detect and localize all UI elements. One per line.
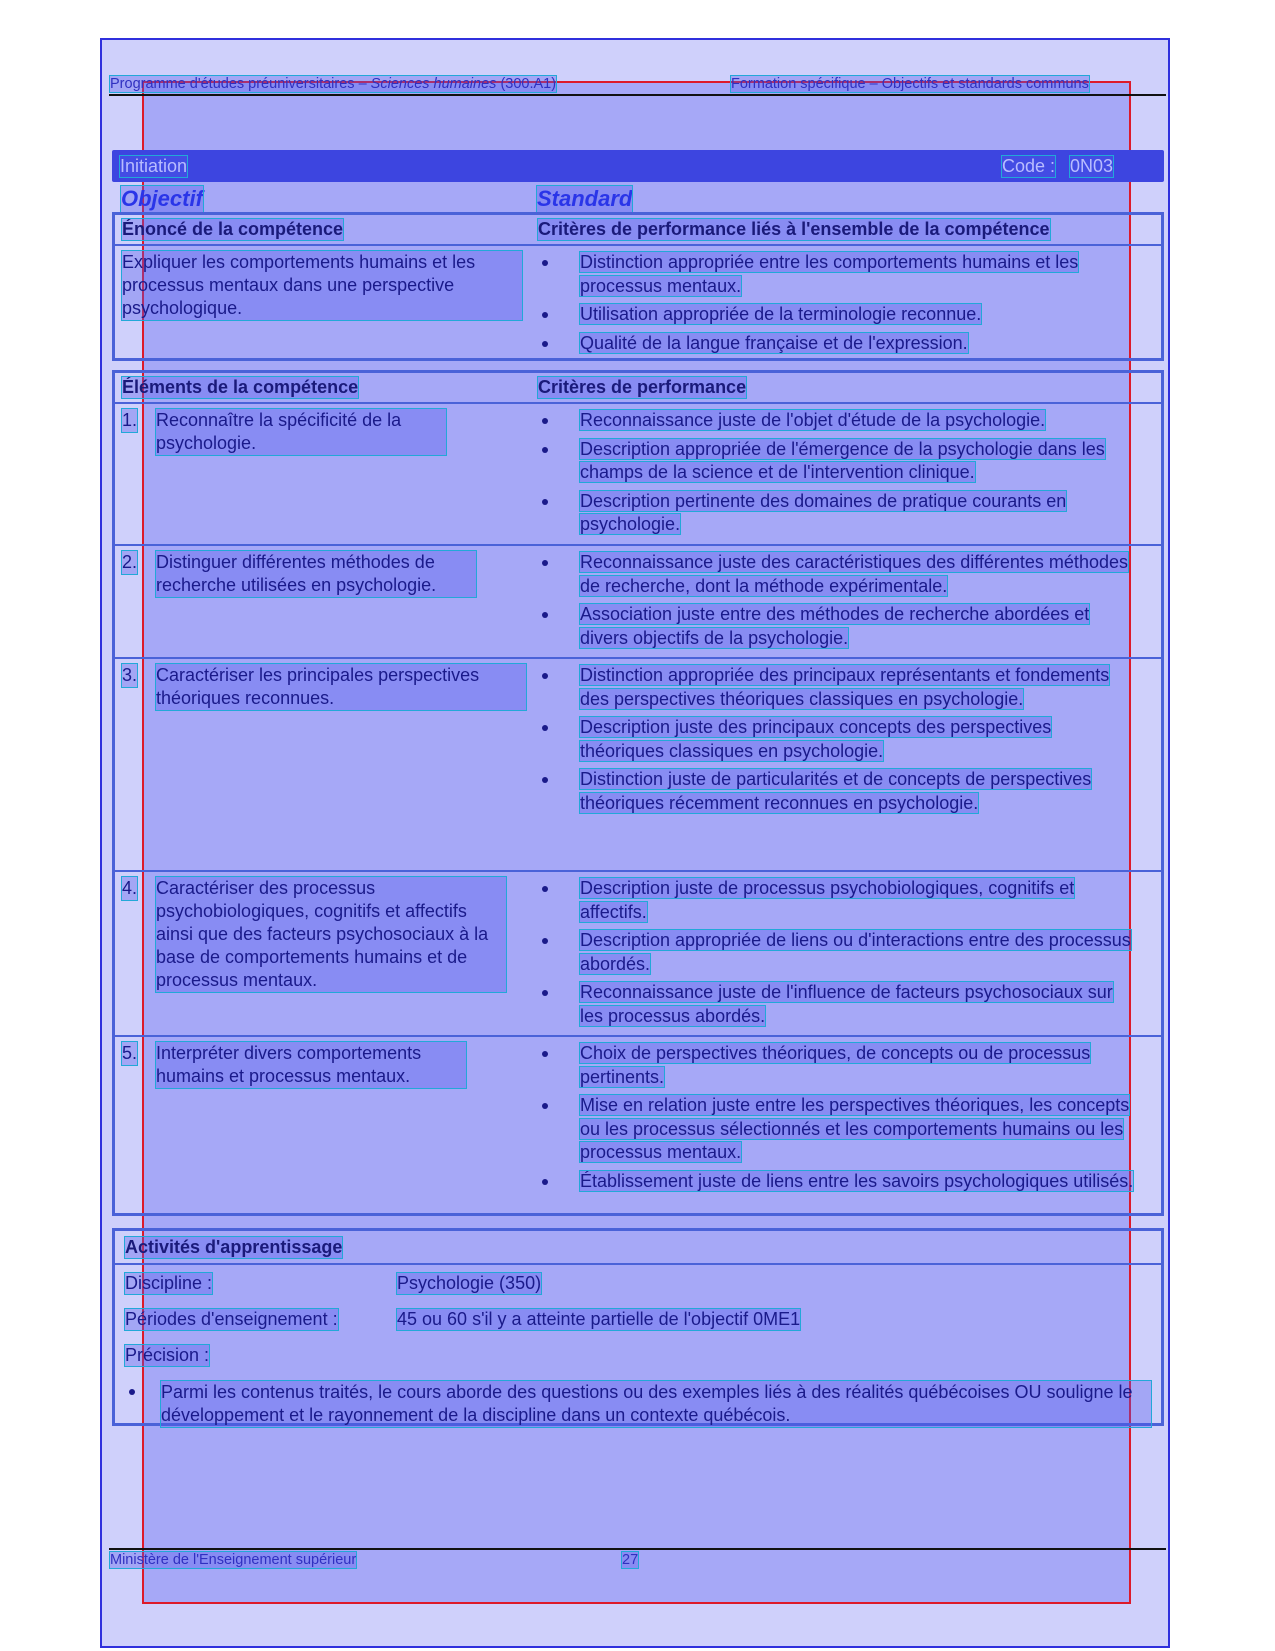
bullet-icon [542, 990, 548, 996]
element-criteria-list [538, 551, 1138, 655]
element-text: Distinguer différentes méthodes de recherche utilisées en psychologie. [156, 551, 476, 597]
element-number: 4. [122, 878, 138, 898]
element-number: 2. [122, 552, 138, 572]
bullet-icon [542, 447, 548, 453]
element-criteria-list [538, 664, 1138, 820]
element-criteria-list [538, 877, 1138, 1033]
bullet-icon [542, 1103, 548, 1109]
footer-rule [109, 1548, 1166, 1550]
competence-header-rule [115, 244, 1161, 246]
bullet-icon [542, 886, 548, 892]
element-number: 3. [122, 665, 138, 685]
element-criterion: Mise en relation juste entre les perspectives théoriques, les concepts ou les processus sélectionnés et les comportements humains ou les processus mentaux. [538, 1094, 1138, 1165]
precision-label: Précision : [125, 1345, 210, 1365]
bullet-icon [542, 312, 548, 318]
objective-banner [112, 150, 1164, 182]
competence-criteria-heading: Critères de performance liés à l'ensemble de la compétence [538, 219, 1050, 239]
element-number: 1. [122, 410, 138, 430]
element-criterion: Distinction appropriée des principaux représentants et fondements des perspectives théoriques classiques en psychologie. [538, 664, 1138, 711]
elements-heading: Éléments de la compétence [122, 377, 359, 397]
elements-header-rule [115, 402, 1161, 404]
bullet-icon [542, 673, 548, 679]
element-criterion: Description pertinente des domaines de pratique courants en psychologie. [538, 490, 1138, 537]
bullet-icon [542, 938, 548, 944]
row-divider [115, 870, 1161, 872]
competence-statement: Expliquer les comportements humains et les processus mentaux dans une perspective psychologique. [122, 251, 522, 320]
row-divider [115, 1035, 1161, 1037]
row-divider [115, 657, 1161, 659]
page-number: 27 [622, 1552, 639, 1568]
element-criterion: Reconnaissance juste de l'influence de facteurs psychosociaux sur les processus abordés. [538, 981, 1138, 1028]
element-criterion: Établissement juste de liens entre les savoirs psychologiques utilisés. [538, 1170, 1138, 1194]
activities-heading: Activités d'apprentissage [125, 1237, 343, 1257]
column-heading-standard: Standard [537, 186, 633, 211]
activities-box [112, 1228, 1164, 1426]
element-criterion: Description appropriée de l'émergence de la psychologie dans les champs de la science et de l'intervention clinique. [538, 438, 1138, 485]
bullet-icon [542, 725, 548, 731]
header-program-italic: Sciences humaines [370, 76, 497, 92]
column-heading-objective: Objectif [121, 186, 203, 211]
row-divider [115, 544, 1161, 546]
element-number: 5. [122, 1043, 138, 1063]
competence-criterion: Utilisation appropriée de la terminologie reconnue. [538, 303, 1138, 327]
bullet-icon [542, 1051, 548, 1057]
header-program-prefix: Programme d'études préuniversitaires – [110, 76, 367, 92]
banner-code: 0N03 [1070, 156, 1114, 176]
banner-code-label: Code : [1002, 156, 1056, 176]
element-text: Caractériser les principales perspectives théoriques reconnues. [156, 664, 526, 710]
header-program-code: (300.A1) [500, 76, 557, 92]
precision-item: Parmi les contenus traités, le cours aborde des questions ou des exemples liés à des réalités québécoises OU souligne le développement et le rayonnement de la discipline dans un contexte québécois. [161, 1381, 1151, 1427]
bullet-icon [542, 1179, 548, 1185]
bullet-icon [542, 560, 548, 566]
element-text: Interpréter divers comportements humains et processus mentaux. [156, 1042, 466, 1088]
element-criterion: Distinction juste de particularités et de concepts de perspectives théoriques récemment reconnues en psychologie. [538, 768, 1138, 815]
bullet-icon [542, 499, 548, 505]
element-criterion: Description appropriée de liens ou d'interactions entre des processus abordés. [538, 929, 1138, 976]
element-criterion: Description juste des principaux concepts des perspectives théoriques classiques en psychologie. [538, 716, 1138, 763]
periods-label: Périodes d'enseignement : [125, 1309, 338, 1329]
element-criteria-list [538, 1042, 1138, 1198]
competence-box [112, 212, 1164, 361]
header-section: Formation spécifique – Objectifs et standards communs [731, 76, 1089, 92]
bullet-icon [542, 612, 548, 618]
bullet-icon [542, 418, 548, 424]
element-text: Caractériser des processus psychobiologiques, cognitifs et affectifs ainsi que des facteurs psychosociaux à la base de comportements humains et de processus mentaux. [156, 877, 506, 992]
element-criteria-list [538, 409, 1138, 542]
bullet-icon [542, 260, 548, 266]
competence-criterion: Qualité de la langue française et de l'expression. [538, 332, 1138, 356]
elements-criteria-heading: Critères de performance [538, 377, 747, 397]
header-rule [109, 94, 1166, 96]
footer-ministry: Ministère de l'Enseignement supérieur [110, 1552, 357, 1568]
activities-header-rule [115, 1263, 1161, 1265]
competence-heading: Énoncé de la compétence [122, 219, 344, 239]
bullet-icon [542, 341, 548, 347]
bullet-icon [129, 1389, 135, 1395]
periods-value: 45 ou 60 s'il y a atteinte partielle de l'objectif 0ME1 [397, 1309, 801, 1329]
discipline-label: Discipline : [125, 1273, 213, 1293]
elements-box [112, 370, 1164, 1216]
bullet-icon [542, 777, 548, 783]
competence-criterion: Distinction appropriée entre les comportements humains et les processus mentaux. [538, 251, 1138, 298]
competence-criteria-list [538, 251, 1138, 360]
element-text: Reconnaître la spécificité de la psychologie. [156, 409, 446, 455]
discipline-value: Psychologie (350) [397, 1273, 542, 1293]
header-program [110, 76, 556, 92]
banner-title: Initiation [120, 156, 188, 176]
element-criterion: Association juste entre des méthodes de recherche abordées et divers objectifs de la psychologie. [538, 603, 1138, 650]
element-criterion: Description juste de processus psychobiologiques, cognitifs et affectifs. [538, 877, 1138, 924]
element-criterion: Reconnaissance juste de l'objet d'étude de la psychologie. [538, 409, 1138, 433]
element-criterion: Reconnaissance juste des caractéristiques des différentes méthodes de recherche, dont la méthode expérimentale. [538, 551, 1138, 598]
element-criterion: Choix de perspectives théoriques, de concepts ou de processus pertinents. [538, 1042, 1138, 1089]
